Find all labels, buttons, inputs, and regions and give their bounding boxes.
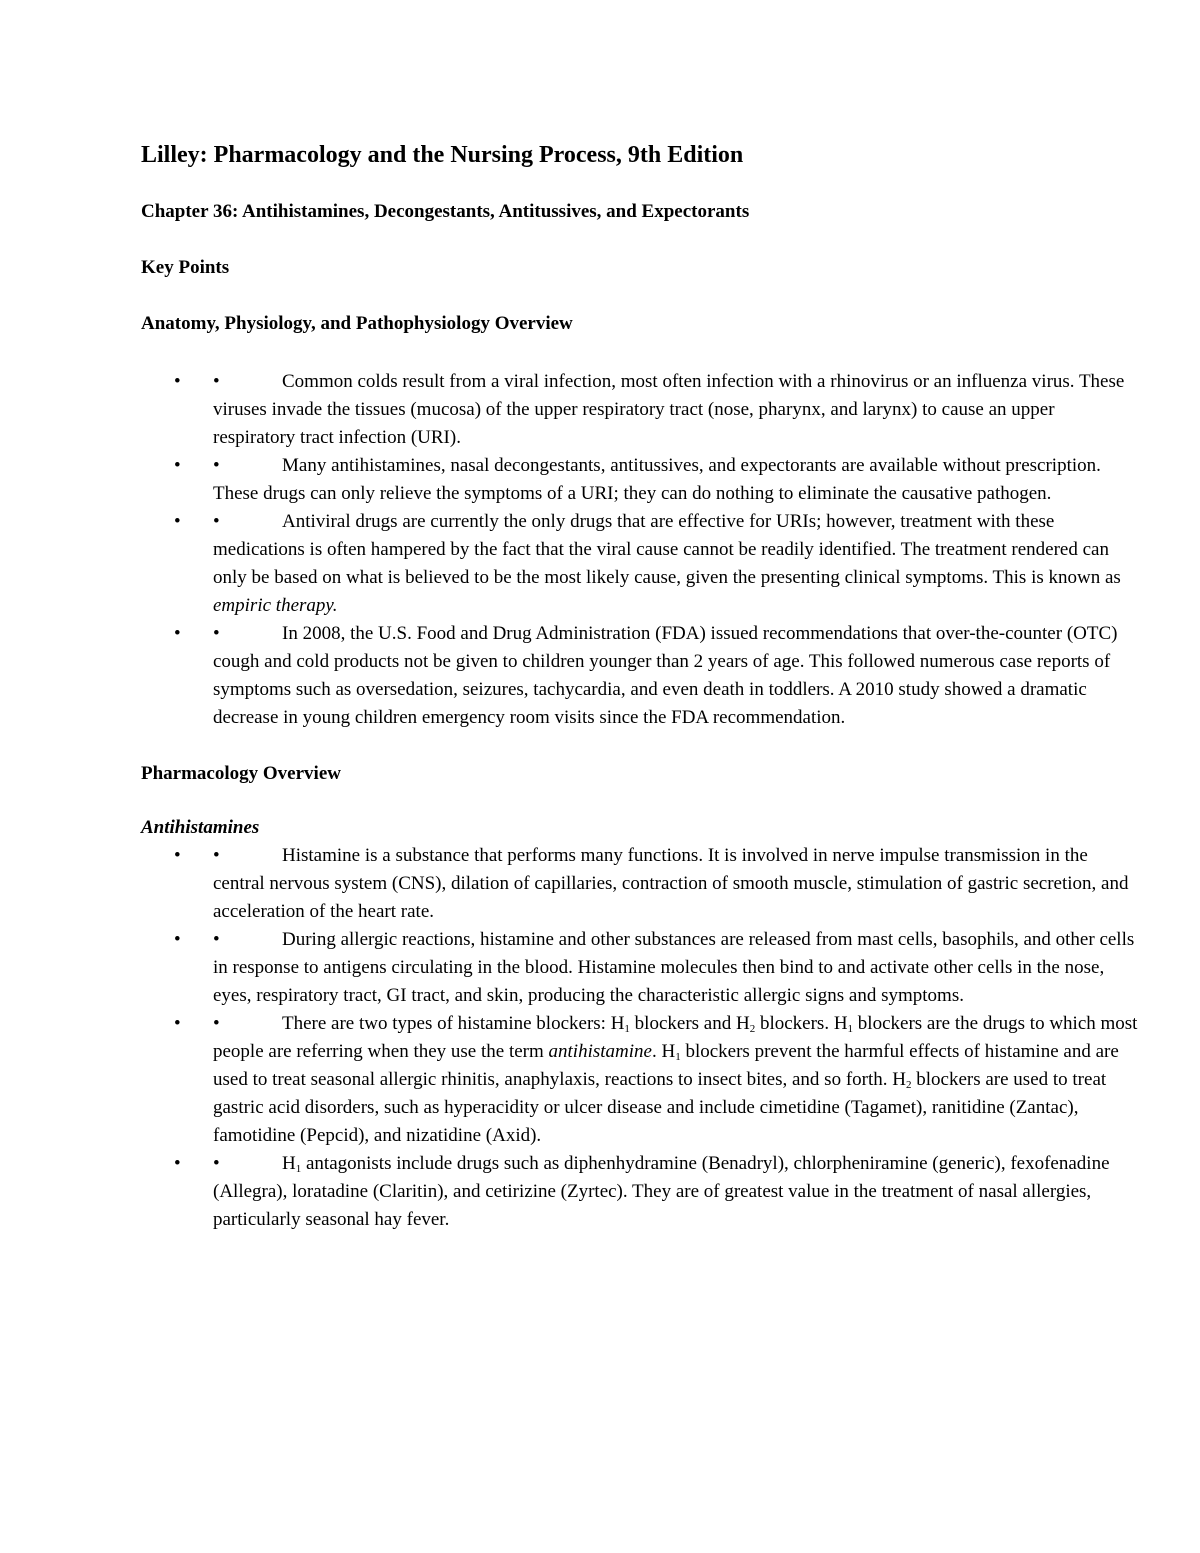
list-item-text: antagonists include drugs such as diphenhydramine (Benadryl), chlorpheniramine (generic), fexofenadine (Allegra), loratadine (Claritin), and cetirizine (Zyrtec). They are of greatest value in the treatment of nasal allergies, particularly seasonal hay fever. — [213, 1153, 1110, 1230]
bullet-icon: • — [213, 1153, 220, 1174]
list-item-text: blockers and H — [629, 1013, 750, 1034]
subheading-antihistamines: Antihistamines — [141, 817, 260, 838]
bullet-icon: • — [174, 1013, 181, 1034]
document-title: Lilley: Pharmacology and the Nursing Process, 9th Edition — [141, 142, 744, 168]
bullet-icon: • — [174, 623, 181, 644]
document-page — [141, 140, 1141, 1264]
list-item-text-end: . — [332, 595, 338, 616]
list-item-text: There are two types of histamine blockers: H — [282, 1013, 625, 1034]
bullet-icon: • — [213, 371, 220, 392]
list-item — [141, 926, 1141, 1010]
bullet-icon: • — [213, 511, 220, 532]
list-item-text: blockers are used to treat gastric acid disorders, such as hyperacidity or ulcer disease and include cimetidine (Tagamet), ranitidine (Zantac), famotidine (Pepcid), and nizatidine (Axid). — [213, 1069, 1107, 1146]
bullet-icon: • — [213, 929, 220, 950]
section-heading-anatomy: Anatomy, Physiology, and Pathophysiology Overview — [141, 313, 573, 334]
list-item — [141, 452, 1141, 508]
list-item-text: Antiviral drugs are currently the only drugs that are effective for URIs; however, treatment with these medications is often hampered by the fact that the viral cause cannot be readily identified. The treatment rendered can only be based on what is believed to be the most likely cause, given the presenting clinical symptoms. This is known as — [213, 511, 1121, 588]
list-item-text: Common colds result from a viral infection, most often infection with a rhinovirus or an influenza virus. These viruses invade the tissues (mucosa) of the upper respiratory tract (nose, pharynx, and larynx) to cause an upper respiratory tract infection (URI). — [213, 371, 1125, 448]
list-item-text: During allergic reactions, histamine and other substances are released from mast cells, basophils, and other cells in response to antigens circulating in the blood. Histamine molecules then bind to and activate other cells in the nose, eyes, respiratory tract, GI tract, and skin, producing the characteristic allergic signs and symptoms. — [213, 929, 1135, 1006]
list-item-text: Many antihistamines, nasal decongestants, antitussives, and expectorants are available without prescription. These drugs can only relieve the symptoms of a URI; they can do nothing to eliminate the causative pathogen. — [213, 455, 1101, 504]
bullet-icon: • — [174, 1153, 181, 1174]
list-item — [141, 1010, 1141, 1150]
subscript: 1 — [295, 1163, 302, 1175]
subscript: 1 — [675, 1051, 681, 1063]
list-item — [141, 368, 1141, 452]
bullet-icon: • — [213, 455, 220, 476]
subscript: 2 — [749, 1023, 756, 1035]
bullet-icon: • — [213, 1013, 220, 1034]
emphasis-term: empiric therapy — [213, 595, 333, 616]
list-item-text: blockers prevent the harmful effects of histamine and are used to treat seasonal allergic rhinitis, anaphylaxis, reactions to insect bites, and so forth. H — [213, 1041, 1119, 1090]
section-heading-pharmacology: Pharmacology Overview — [141, 763, 341, 784]
list-item — [141, 1150, 1141, 1234]
subscript: 1 — [624, 1023, 630, 1035]
list-item-text: In 2008, the U.S. Food and Drug Administration (FDA) issued recommendations that over-the-counter (OTC) cough and cold products not be given to children younger than 2 years of age. This followed numerous case reports of symptoms such as oversedation, seizures, tachycardia, and even death in toddlers. A 2010 study showed a dramatic decrease in young children emergency room visits since the FDA recommendation. — [213, 623, 1118, 728]
anatomy-bullet-list — [141, 368, 1141, 732]
bullet-icon: • — [213, 623, 220, 644]
list-item-text: blockers. H — [755, 1013, 848, 1034]
bullet-icon: • — [174, 511, 181, 532]
emphasis-term: antihistamine — [548, 1041, 652, 1062]
antihistamines-bullet-list — [141, 842, 1141, 1234]
subscript: 1 — [847, 1023, 854, 1035]
list-item — [141, 620, 1141, 732]
list-item — [141, 508, 1141, 620]
list-item-text: blockers are the drugs to which most people are referring when they use the term — [213, 1013, 1138, 1062]
list-item-text: . H — [651, 1041, 676, 1062]
bullet-icon: • — [213, 845, 220, 866]
chapter-title: Chapter 36: Antihistamines, Decongestants, Antitussives, and Expectorants — [141, 201, 750, 222]
bullet-icon: • — [174, 929, 181, 950]
bullet-icon: • — [174, 845, 181, 866]
list-item-text: Histamine is a substance that performs many functions. It is involved in nerve impulse transmission in the central nervous system (CNS), dilation of capillaries, contraction of smooth muscle, stimulation of gastric secretion, and acceleration of the heart rate. — [213, 845, 1129, 922]
list-item-text: H — [282, 1153, 296, 1174]
bullet-icon: • — [174, 371, 181, 392]
bullet-icon: • — [174, 455, 181, 476]
list-item — [141, 842, 1141, 926]
subscript: 2 — [905, 1079, 912, 1091]
key-points-heading: Key Points — [141, 257, 230, 278]
